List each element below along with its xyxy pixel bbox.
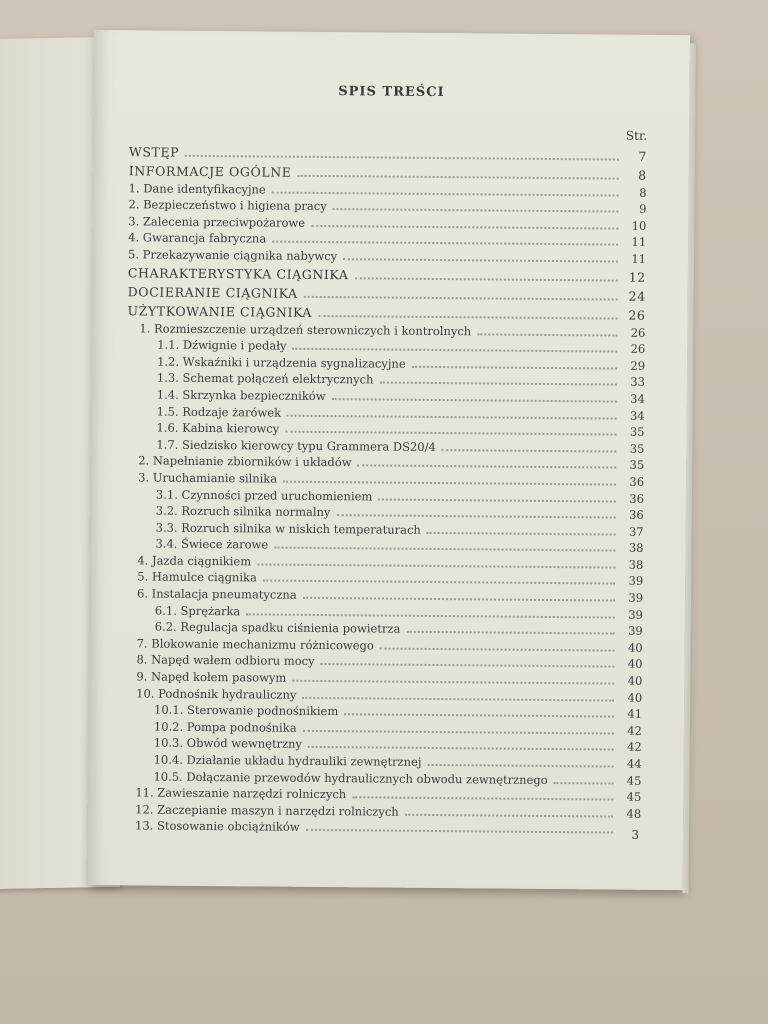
- toc-entry-title: 10.5. Dołączanie przewodów hydraulicznych obwodu zewnętrznego: [153, 769, 548, 787]
- toc-leader-dots: [358, 453, 617, 469]
- toc-entry-title: 8. Napęd wałem odbioru mocy: [136, 652, 315, 669]
- toc-entry-page: 11: [631, 235, 647, 250]
- toc-entry-page: 11: [631, 251, 647, 266]
- toc-leader-dots: [318, 303, 618, 320]
- toc-entry-title: 1.6. Kabina kierowcy: [156, 420, 280, 436]
- toc-leader-dots: [303, 718, 614, 735]
- toc-entry-title: 1. Dane identyfikacyjne: [128, 180, 266, 197]
- toc-entry-title: 3.1. Czynności przed uruchomieniem: [155, 487, 373, 503]
- toc-entry-page: 12: [628, 269, 646, 285]
- toc-leader-dots: [554, 770, 614, 785]
- toc-leader-dots: [246, 601, 615, 618]
- toc-entry-page: 8: [639, 185, 647, 200]
- toc-entry-page: 41: [627, 706, 643, 722]
- toc-entry-page: 45: [626, 773, 642, 788]
- toc-entry-page: 42: [627, 740, 642, 755]
- toc-entry-title: 5. Hamulce ciągnika: [137, 569, 257, 585]
- toc-entry-title: 11. Zawieszanie narzędzi rolniczych: [135, 785, 347, 802]
- toc-entry-page: 40: [627, 657, 643, 672]
- toc-entry-page: 48: [626, 806, 642, 821]
- toc-entry-title: 6.1. Sprężarka: [154, 603, 241, 618]
- toc-leader-dots: [380, 635, 615, 651]
- toc-leader-dots: [285, 419, 616, 436]
- toc-entry-title: 4. Jazda ciągnikiem: [137, 553, 252, 569]
- toc-entry-title: 3. Uruchamianie silnika: [138, 470, 278, 486]
- toc-leader-dots: [308, 734, 614, 751]
- toc-entry-page: 35: [629, 458, 645, 473]
- toc-entry-title: 5. Przekazywanie ciągnika nabywcy: [127, 247, 338, 264]
- toc-entry-title: 10.1. Sterowanie podnośnikiem: [154, 702, 339, 719]
- toc-leader-dots: [292, 668, 614, 685]
- toc-entry-title: WSTĘP: [128, 144, 180, 160]
- toc-leader-dots: [406, 619, 615, 635]
- toc-entry-page: 39: [628, 574, 644, 589]
- toc-entry-page: 10: [631, 218, 647, 233]
- toc-leader-dots: [405, 802, 614, 818]
- toc-entry-title: 10. Podnośnik hydrauliczny: [136, 686, 297, 702]
- table-of-contents: [123, 140, 647, 837]
- toc-entry-title: 6.2. Regulacja spadku ciśnienia powietrza: [154, 619, 401, 636]
- toc-leader-dots: [343, 246, 618, 262]
- toc-entry-title: 10.3. Obwód wewnętrzny: [153, 735, 303, 752]
- toc-entry-title: 1.1. Dźwignie i pedały: [157, 337, 287, 353]
- toc-leader-dots: [185, 143, 619, 161]
- toc-entry-page: 33: [630, 375, 646, 390]
- toc-entry-title: 4. Gwarancja fabryczna: [128, 230, 267, 246]
- toc-entry-page: 24: [628, 288, 646, 304]
- toc-entry-page: 37: [628, 524, 644, 539]
- toc-entry-page: 35: [629, 441, 645, 456]
- toc-leader-dots: [352, 784, 613, 800]
- toc-entry-title: 10.2. Pompa podnośnika: [153, 719, 297, 735]
- toc-entry-title: 10.4. Działanie układu hydrauliki zewnętrznej: [153, 752, 422, 769]
- page-column-label: Str.: [625, 128, 648, 143]
- toc-leader-dots: [442, 437, 617, 453]
- toc-entry-title: 13. Stosowanie obciążników: [134, 818, 300, 835]
- toc-leader-dots: [263, 568, 615, 585]
- toc-entry-title: DOCIERANIE CIĄGNIKA: [127, 284, 298, 301]
- toc-entry-page: 7: [638, 148, 647, 164]
- toc-entry-page: 39: [628, 607, 643, 622]
- toc-leader-dots: [272, 179, 619, 196]
- toc-leader-dots: [257, 551, 615, 568]
- toc-entry-title: 3.4. Świece żarowe: [155, 536, 269, 552]
- toc-entry-page: 36: [629, 491, 644, 506]
- toc-entry-page: 8: [638, 167, 647, 183]
- toc-leader-dots: [427, 520, 616, 536]
- page-number: 3: [631, 827, 640, 842]
- toc-leader-dots: [379, 370, 617, 386]
- toc-entry-title: 2. Bezpieczeństwo i higiena pracy: [128, 197, 327, 214]
- toc-leader-dots: [304, 284, 618, 301]
- toc-leader-dots: [303, 585, 615, 602]
- toc-leader-dots: [354, 265, 617, 281]
- toc-entry-title: 3.3. Rozruch silnika w niskich temperaturach: [155, 520, 421, 537]
- book-page: [87, 30, 690, 890]
- toc-entry-title: 1.7. Siedzisko kierowcy typu Grammera DS20/4: [156, 437, 436, 454]
- toc-entry-page: 26: [628, 307, 646, 323]
- toc-entry-title: CHARAKTERYSTYKA CIĄGNIKA: [127, 265, 349, 283]
- toc-entry-title: 7. Blokowanie mechanizmu różnicowego: [136, 636, 374, 653]
- toc-entry-page: 45: [626, 789, 642, 804]
- toc-entry-page: 9: [639, 201, 647, 217]
- toc-entry-page: 42: [627, 723, 642, 738]
- toc-leader-dots: [427, 752, 613, 768]
- toc-entry-title: 1. Rozmieszczenie urządzeń sterowniczych i kontrolnych: [139, 320, 472, 338]
- toc-entry-page: 26: [630, 341, 646, 356]
- toc-entry-page: 35: [629, 424, 645, 439]
- toc-entry-page: 44: [626, 756, 642, 771]
- toc-entry-page: 36: [629, 474, 645, 489]
- page-title: SPIS TREŚCI: [338, 84, 445, 101]
- toc-entry-page: 34: [629, 408, 645, 423]
- toc-leader-dots: [344, 701, 614, 717]
- toc-entry-page: 38: [628, 540, 644, 556]
- toc-entry-page: 40: [627, 690, 643, 705]
- toc-leader-dots: [287, 402, 617, 419]
- toc-leader-dots: [412, 354, 618, 370]
- toc-entry-title: 6. Instalacja pneumatyczna: [137, 586, 297, 602]
- toc-entry-page: 38: [628, 557, 644, 572]
- toc-entry-title: 9. Napęd kołem pasowym: [136, 669, 287, 685]
- toc-entry-title: 1.5. Rodzaje żarówek: [156, 404, 282, 420]
- toc-entry-page: 39: [628, 590, 644, 605]
- toc-entry-page: 39: [628, 623, 643, 639]
- toc-leader-dots: [297, 163, 618, 180]
- page-edge: [682, 43, 695, 893]
- toc-leader-dots: [336, 502, 615, 518]
- toc-leader-dots: [333, 196, 619, 212]
- toc-leader-dots: [378, 486, 616, 502]
- toc-entry-title: 3.2. Rozruch silnika normalny: [155, 503, 331, 520]
- toc-entry-page: 40: [627, 673, 643, 688]
- toc-leader-dots: [332, 386, 617, 402]
- toc-entry-title: INFORMACJE OGÓLNE: [128, 163, 292, 180]
- toc-entry: [123, 816, 641, 837]
- toc-entry-title: 1.3. Schemat połączeń elektrycznych: [156, 370, 374, 387]
- toc-leader-dots: [302, 684, 614, 701]
- toc-entry-page: 29: [630, 358, 646, 373]
- toc-entry-title: 2. Napełnianie zbiorników i układów: [138, 453, 352, 470]
- toc-entry-title: 1.2. Wskaźniki i urządzenia sygnalizacyjne: [157, 354, 406, 371]
- toc-entry-page: 26: [630, 325, 646, 340]
- toc-leader-dots: [321, 651, 615, 668]
- toc-entry-title: 12. Zaczepianie maszyn i narzędzi rolniczych: [135, 802, 399, 819]
- toc-entry-page: 36: [629, 507, 644, 522]
- toc-leader-dots: [274, 535, 615, 552]
- toc-entry-title: 1.4. Skrzynka bezpieczników: [156, 387, 326, 403]
- toc-leader-dots: [306, 817, 614, 834]
- toc-leader-dots: [477, 321, 617, 336]
- toc-leader-dots: [292, 336, 617, 353]
- toc-entry-page: 34: [630, 391, 645, 406]
- toc-entry-page: 40: [627, 640, 643, 655]
- toc-entry-title: UŻYTKOWANIE CIĄGNIKA: [127, 303, 313, 320]
- toc-entry-title: 3. Zalecenia przeciwpożarowe: [128, 214, 306, 230]
- toc-leader-dots: [311, 213, 618, 230]
- toc-leader-dots: [272, 229, 618, 246]
- toc-leader-dots: [283, 469, 616, 486]
